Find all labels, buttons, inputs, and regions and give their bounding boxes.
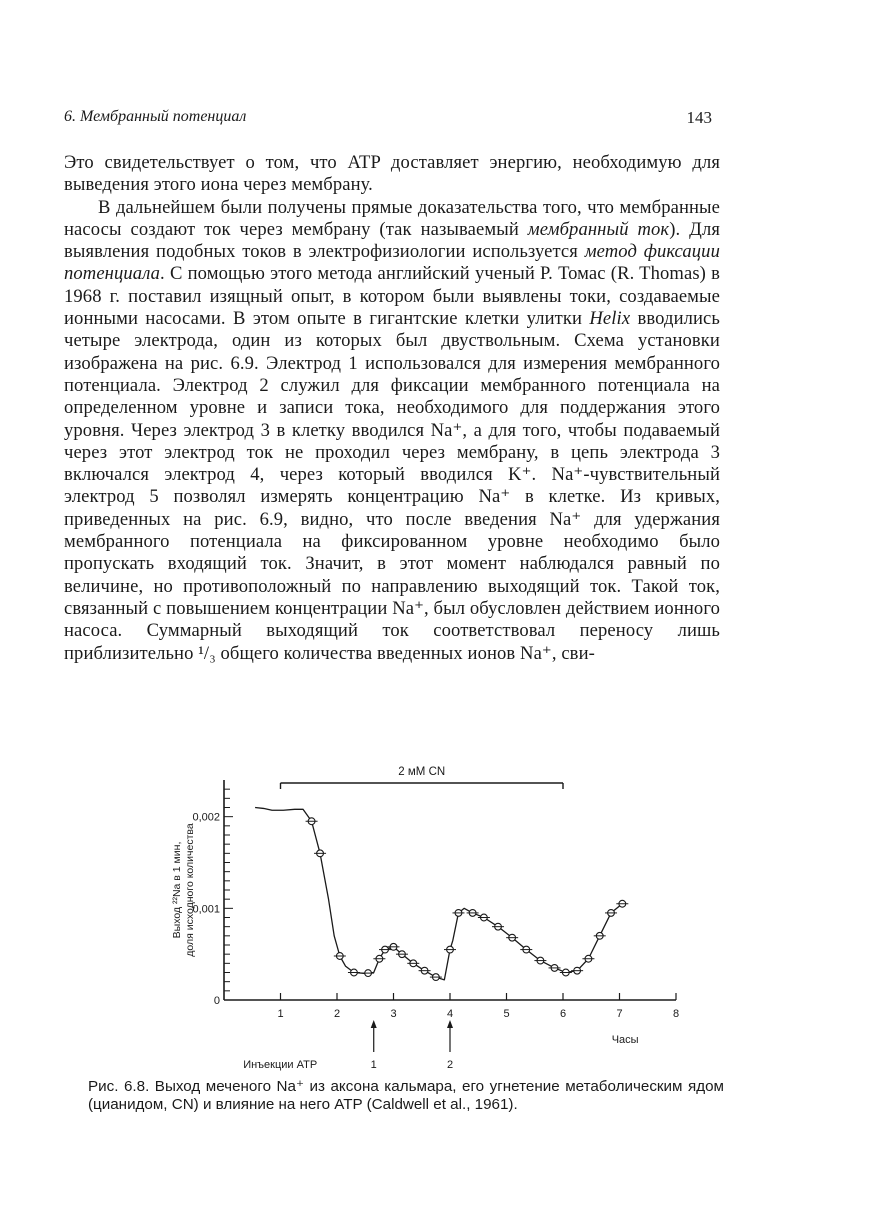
figure — [150, 755, 710, 1075]
italic-term: мембранный ток — [527, 218, 670, 240]
injection-number: 1 — [370, 1059, 377, 1071]
text-run: . С помощью этого метода английский ученый Р. Томас (R. Thomas) в 1968 г. поставил изящный опыт, в котором были выявлены токи, создаваемые ионными насосами. В этом опыте в гигантские клетки улитки — [64, 263, 720, 330]
data-line — [255, 808, 622, 980]
x-tick-label: 2 — [333, 1008, 341, 1020]
injection-number: 2 — [446, 1059, 454, 1071]
text-run: В дальнейшем были получены прямые доказательства того, что мембранные насосы создают ток через мембрану (так называемый — [64, 196, 720, 240]
italic-term: метод фиксации потенциала — [64, 241, 720, 285]
paragraph — [64, 152, 720, 197]
x-tick-label: 8 — [672, 1008, 680, 1020]
yield-chart — [150, 755, 710, 1075]
x-axis-label: Часы — [611, 1034, 639, 1046]
injection-label: Инъекции ATP — [243, 1059, 318, 1071]
body-text — [64, 152, 720, 665]
arrow-head — [371, 1020, 377, 1028]
x-tick-label: 4 — [446, 1008, 454, 1020]
x-tick-label: 6 — [559, 1008, 567, 1020]
x-tick-label: 3 — [390, 1008, 397, 1020]
x-tick-label: 7 — [616, 1008, 623, 1020]
paragraph — [64, 197, 720, 665]
arrow-head — [447, 1020, 453, 1028]
chapter-title: 6. Мембранный потенциал — [64, 108, 247, 125]
page-number: 143 — [686, 108, 712, 127]
text-run: вводились четыре электрода, один из которых был двуствольным. Схема установки изображена на рис. 6.9. Электрод 1 использовался для измерения мембранного потенциала. Электрод 2 служил для фиксации мембранного потенциала на определенном уровне и записи тока, необходимого для поддержания этого уровня. Через электрод 3 в клетку вводился Na⁺, а для того, чтобы подаваемый через этот электрод ток не проходил через мембрану, в цепь электрода 3 включался электрод 4, через который вводился K⁺. Na⁺-чувствительный электрод 5 позволял измерять концентрацию Na⁺ в клетке. Из кривых, приведенных на рис. 6.9, видно, что после введения Na⁺ для удержания мембранного потенциала на фиксированном уровне необходимо было пропускать входящий ток. Значит, в этот момент наблюдался равный по величине, но противоположный по направлению выходящий ток. Такой ток, связанный с повышением концентрации Na⁺, был обусловлен действием ионного насоса. Суммарный выходящий ток соответствовал переносу лишь приблизительно ¹/₃ общего количества введенных ионов Na⁺, сви- — [64, 308, 720, 664]
text-run: ). Для выявления подобных токов в электрофизиологии используется — [64, 218, 720, 263]
y-tick-label: 0,002 — [192, 811, 220, 824]
text-run: Это свидетельствует о том, что ATP доставляет энергию, необходимую для выведения этого иона через мембрану. — [64, 152, 720, 196]
y-tick-label: 0 — [213, 995, 220, 1007]
cn-label: 2 мМ CN — [398, 766, 446, 778]
x-tick-label: 5 — [503, 1008, 510, 1020]
figure-caption: Рис. 6.8. Выход меченого Na⁺ из аксона кальмара, его угнетение метаболическим ядом (цианидом, CN) и влияние на него ATP (Caldwell et al., 1961). — [88, 1078, 724, 1113]
y-axis-label-line2: доля исходного количества — [184, 823, 196, 957]
x-tick-label: 1 — [277, 1008, 284, 1020]
running-header — [64, 108, 712, 132]
italic-term: Helix — [589, 308, 631, 330]
y-axis-label: Выход ²²Na в 1 мин, — [171, 841, 183, 939]
y-tick-label: 0,001 — [192, 903, 220, 916]
